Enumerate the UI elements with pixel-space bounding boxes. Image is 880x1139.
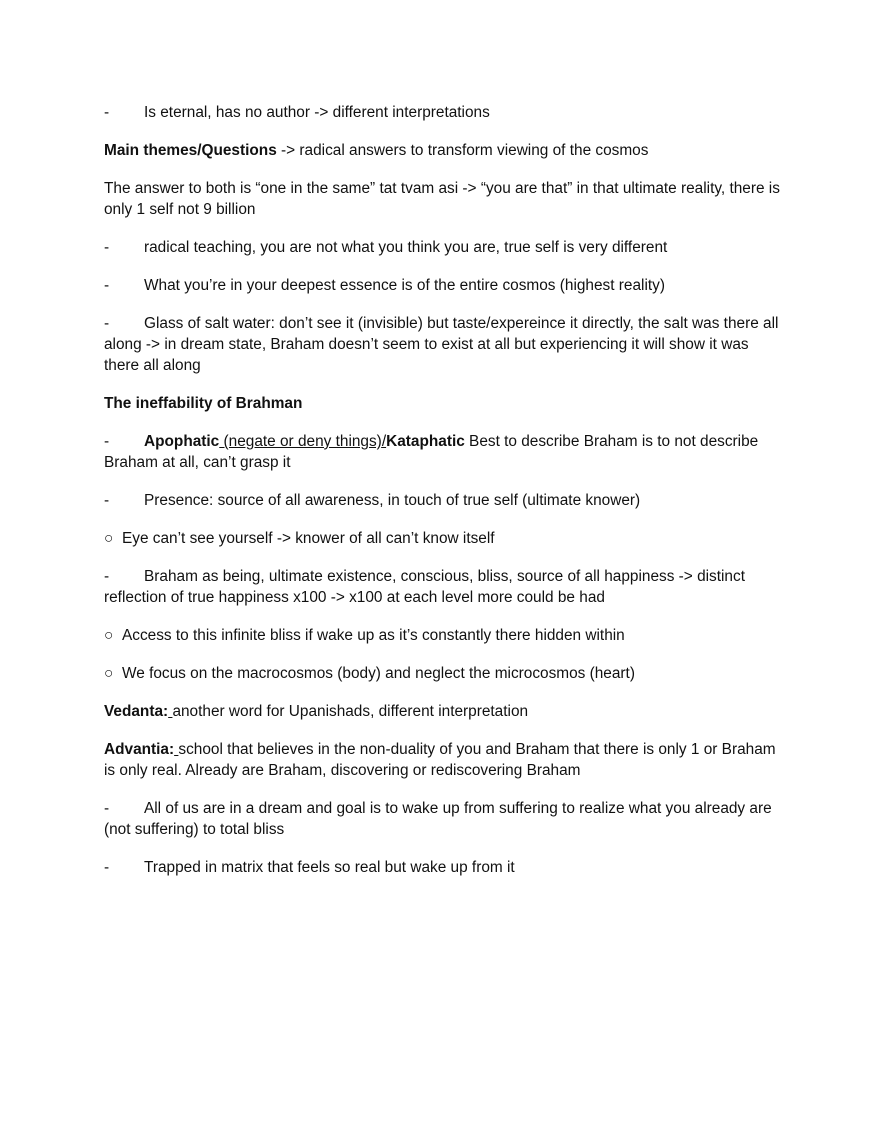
paragraph-text: Presence: source of all awareness, in touch of true self (ultimate knower) — [144, 492, 641, 509]
paragraph-salt-water — [104, 313, 784, 376]
paragraph-advantia — [104, 739, 784, 781]
paragraph-radical-teaching — [104, 237, 784, 258]
paragraph-text: another word for Upanishads, different interpretation — [172, 703, 529, 720]
underlined-text: (negate or deny things) — [219, 433, 382, 450]
paragraph-text: All of us are in a dream and goal is to wake up from suffering to realize what you already are (not suffering) to total bliss — [104, 800, 772, 838]
bullet-dash: - — [104, 433, 110, 450]
document-page — [104, 102, 784, 895]
bullet-dash: - — [104, 859, 110, 876]
paragraph-text: -> radical answers to transform viewing of the cosmos — [276, 142, 649, 159]
heading-text: The ineffability of Brahman — [104, 395, 303, 412]
term-vedanta: Vedanta: — [104, 703, 169, 720]
term-advantia: Advantia: — [104, 741, 175, 758]
paragraph-text: school that believes in the non-duality of you and Braham that there is only 1 or Braham is only real. Already are Braham, discovering or rediscovering Braham — [104, 741, 776, 779]
paragraph-dream — [104, 798, 784, 840]
paragraph-text: Eye can’t see yourself -> knower of all can’t know itself — [122, 530, 495, 547]
paragraph-deepest-essence — [104, 275, 784, 296]
heading-main-themes: Main themes/Questions — [104, 142, 277, 159]
bullet-dash: - — [104, 239, 110, 256]
bullet-dash: - — [104, 492, 110, 509]
bullet-dash: - — [104, 104, 110, 121]
bullet-circle: ○ — [104, 627, 114, 644]
term-kataphatic: Kataphatic — [386, 433, 465, 450]
paragraph-text: Access to this infinite bliss if wake up as it’s constantly there hidden within — [122, 627, 625, 644]
bullet-circle: ○ — [104, 665, 114, 682]
paragraph-text: radical teaching, you are not what you think you are, true self is very different — [144, 239, 668, 256]
term-apophatic: Apophatic — [144, 433, 220, 450]
bullet-dash: - — [104, 568, 110, 585]
paragraph-vedanta — [104, 701, 784, 722]
paragraph-eye — [104, 528, 784, 549]
bullet-circle: ○ — [104, 530, 114, 547]
bullet-dash: - — [104, 800, 110, 817]
paragraph-text: What you’re in your deepest essence is of the entire cosmos (highest reality) — [144, 277, 665, 294]
paragraph-macrocosmos — [104, 663, 784, 684]
paragraph-matrix — [104, 857, 784, 878]
paragraph-text: Braham as being, ultimate existence, conscious, bliss, source of all happiness -> distinct reflection of true happiness x100 -> x100 at each level more could be had — [104, 568, 745, 606]
separator-slash: / — [381, 433, 387, 450]
paragraph-eternal — [104, 102, 784, 123]
paragraph-infinite-bliss — [104, 625, 784, 646]
heading-ineffability — [104, 393, 784, 414]
paragraph-braham-being — [104, 566, 784, 608]
paragraph-text: Glass of salt water: don’t see it (invisible) but taste/expereince it directly, the salt was there all along -> in dream state, Braham doesn’t seem to exist at all but experiencing it will show it was there all along — [104, 315, 779, 374]
paragraph-answer — [104, 178, 784, 220]
paragraph-text: Best to describe Braham is to not describe Braham at all, can’t grasp it — [104, 433, 759, 471]
paragraph-main-themes — [104, 140, 784, 161]
paragraph-apophatic — [104, 431, 784, 473]
paragraph-text: We focus on the macrocosmos (body) and neglect the microcosmos (heart) — [122, 665, 635, 682]
bullet-dash: - — [104, 277, 110, 294]
bullet-dash: - — [104, 315, 110, 332]
paragraph-text: The answer to both is “one in the same” tat tvam asi -> “you are that” in that ultimate reality, there is only 1 self not 9 billion — [104, 180, 780, 218]
paragraph-presence — [104, 490, 784, 511]
paragraph-text: Is eternal, has no author -> different interpretations — [144, 104, 490, 121]
paragraph-text: Trapped in matrix that feels so real but wake up from it — [144, 859, 515, 876]
